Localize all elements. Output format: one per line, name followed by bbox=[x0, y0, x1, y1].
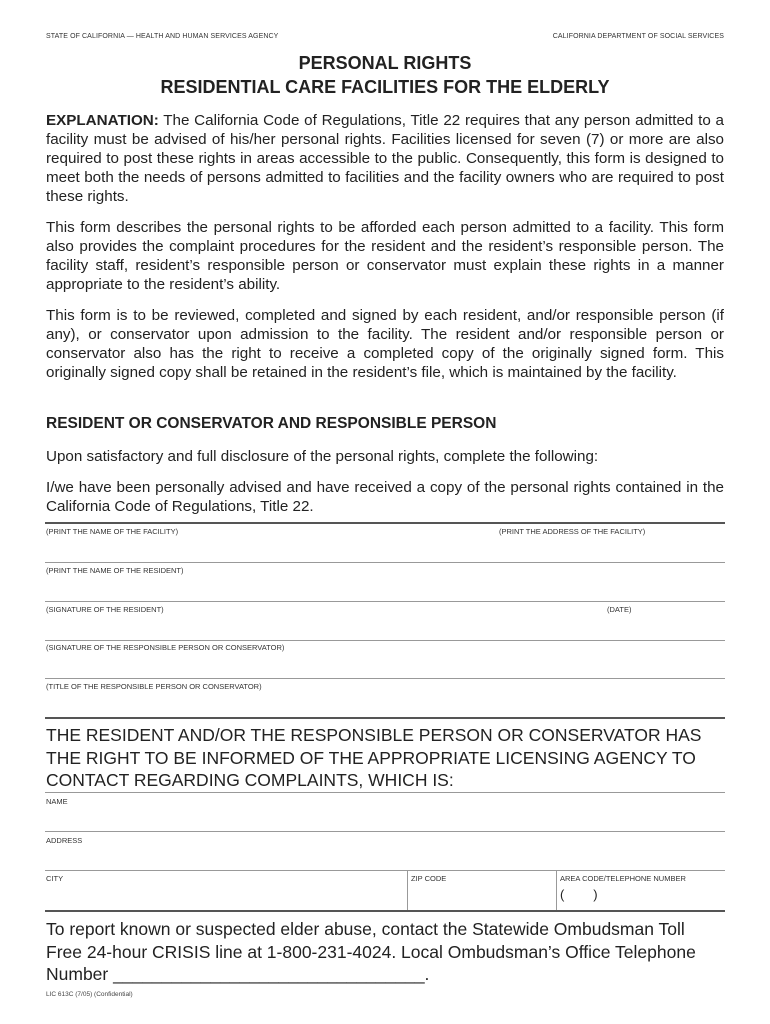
form-number: LIC 613C (7/05) (Confidential) bbox=[46, 991, 133, 998]
explanation-text: The California Code of Regulations, Title 22 requires that any person admitted to a facility must be advised of his/her personal rights. Facilities licensed for seven (7) or more are also required to post these rights in areas accessible to the public. Consequently, this form is designed to meet both the needs of persons admitted to facilities and the facility owners who are required to post these rights. bbox=[46, 112, 724, 205]
section-divider bbox=[45, 910, 725, 912]
form-title: PERSONAL RIGHTS bbox=[298, 53, 472, 73]
department-header: CALIFORNIA DEPARTMENT OF SOCIAL SERVICES bbox=[552, 33, 724, 40]
agency-address-field[interactable]: ADDRESS bbox=[46, 836, 83, 845]
facility-address-field[interactable]: (PRINT THE ADDRESS OF THE FACILITY) bbox=[499, 527, 646, 536]
field-divider bbox=[45, 640, 725, 641]
explanation-label: EXPLANATION: bbox=[46, 112, 159, 129]
agency-phone-field[interactable]: AREA CODE/TELEPHONE NUMBER bbox=[560, 874, 686, 883]
form-description-paragraph: This form describes the personal rights to be afforded each person admitted to a facility. This form also provides the complaint procedures for the resident and the resident’s responsible person. The facility staff, resident’s responsible person or conservator must explain these rights in a manner appropriate to the resident’s ability. bbox=[46, 219, 724, 293]
field-divider bbox=[45, 562, 725, 563]
explanation-paragraph bbox=[46, 111, 724, 206]
field-divider bbox=[45, 831, 725, 832]
section-heading: RESIDENT OR CONSERVATOR AND RESPONSIBLE PERSON bbox=[46, 415, 497, 432]
form-subtitle: RESIDENTIAL CARE FACILITIES FOR THE ELDERLY bbox=[160, 77, 610, 97]
responsible-signature-field[interactable]: (SIGNATURE OF THE RESPONSIBLE PERSON OR CONSERVATOR) bbox=[46, 643, 285, 652]
agency-city-field[interactable]: CITY bbox=[46, 874, 64, 883]
resident-signature-field[interactable]: (SIGNATURE OF THE RESIDENT) bbox=[46, 605, 164, 614]
agency-header: STATE OF CALIFORNIA — HEALTH AND HUMAN SERVICES AGENCY bbox=[46, 33, 279, 40]
column-divider bbox=[407, 870, 408, 910]
section-divider bbox=[45, 717, 725, 719]
field-divider bbox=[45, 522, 725, 524]
facility-name-field[interactable]: (PRINT THE NAME OF THE FACILITY) bbox=[46, 527, 179, 536]
responsible-title-field[interactable]: (TITLE OF THE RESPONSIBLE PERSON OR CONSERVATOR) bbox=[46, 682, 262, 691]
date-field[interactable]: (DATE) bbox=[607, 605, 632, 614]
field-divider bbox=[45, 678, 725, 679]
field-divider bbox=[45, 792, 725, 793]
licensing-agency-notice: THE RESIDENT AND/OR THE RESPONSIBLE PERSON OR CONSERVATOR HAS THE RIGHT TO BE INFORMED OF THE APPROPRIATE LICENSING AGENCY TO CONTACT REGARDING COMPLAINTS, WHICH IS: bbox=[46, 725, 702, 790]
form-instructions-paragraph: This form is to be reviewed, completed and signed by each resident, and/or responsible person (if any), or conservator upon admission to the facility. The resident and/or responsible person or conservator also has the right to receive a completed copy of the originally signed form. This originally signed copy shall be retained in the resident’s file, which is maintained by the facility. bbox=[46, 307, 724, 381]
agency-name-field[interactable]: NAME bbox=[46, 797, 68, 806]
disclosure-text: Upon satisfactory and full disclosure of the personal rights, complete the following: bbox=[46, 448, 599, 465]
field-divider bbox=[45, 870, 725, 871]
area-code-parens: ( ) bbox=[560, 887, 598, 902]
column-divider bbox=[556, 870, 557, 910]
agency-zip-field[interactable]: ZIP CODE bbox=[411, 874, 447, 883]
resident-name-field[interactable]: (PRINT THE NAME OF THE RESIDENT) bbox=[46, 566, 184, 575]
acknowledgement-text: I/we have been personally advised and have received a copy of the personal rights contained in the California Code of Regulations, Title 22. bbox=[46, 479, 724, 515]
field-divider bbox=[45, 601, 725, 602]
elder-abuse-notice: To report known or suspected elder abuse, contact the Statewide Ombudsman Toll Free 24-hour CRISIS line at 1-800-231-4024. Local Ombudsman’s Office Telephone Number ________________________________. bbox=[46, 919, 696, 984]
